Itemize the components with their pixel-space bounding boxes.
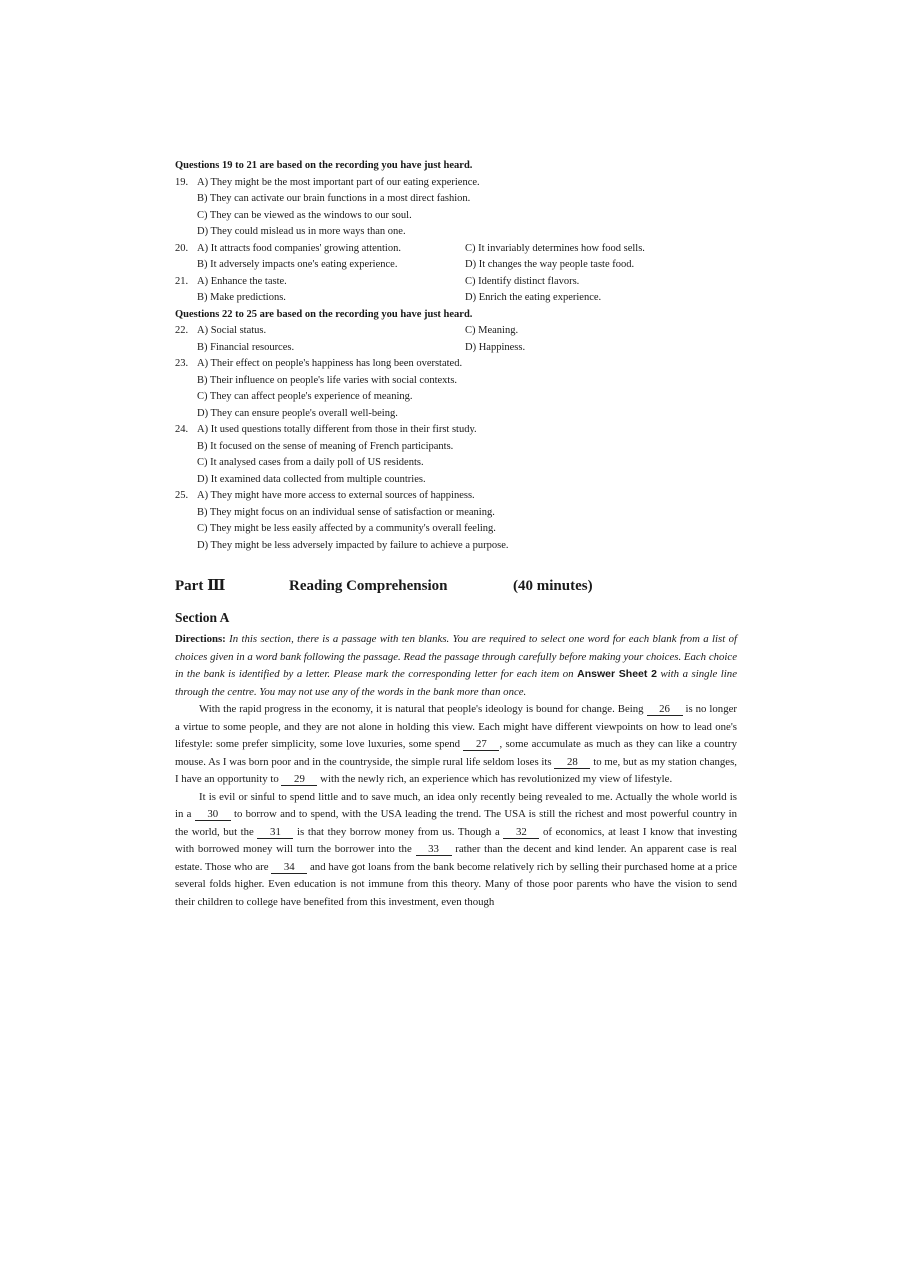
- blank-30: 30: [195, 808, 231, 821]
- passage-paragraph-1: [175, 701, 737, 789]
- question-21: [175, 274, 737, 291]
- option-a: A) Enhance the taste.: [197, 275, 287, 287]
- option-b: B) Financial resources.: [197, 341, 295, 353]
- directions-paragraph: [175, 631, 737, 701]
- option-d: D) It examined data collected from multiple countries.: [197, 473, 426, 485]
- blank-27: 27: [463, 738, 499, 751]
- passage-text: rather than the decent and kind lender. An apparent case is real estate. Those who are: [175, 843, 738, 873]
- passage-text: It is evil or sinful to spend little and to save much, an idea only recently being revealed to me. Actually the whole world is in a: [175, 790, 737, 820]
- exam-page: [175, 158, 737, 911]
- question-number: 25.: [175, 490, 189, 501]
- passage-text: to me, but as my station changes, I have an opportunity to: [175, 755, 737, 785]
- option-c: C) They can affect people's experience of meaning.: [197, 391, 413, 402]
- part-label: Part Ⅲ: [175, 578, 226, 594]
- option-c: C) Meaning.: [465, 325, 519, 336]
- question-number: 24.: [175, 424, 189, 435]
- passage-text: is no longer a virtue to some people, and they are not alone in holding this view. Each might have different viewpoints on how to lead one's lifestyle: some prefer simplicity, some love luxuries, some spend: [175, 703, 737, 750]
- option-c: C) They can be viewed as the windows to our soul.: [197, 209, 412, 221]
- part-title: Reading Comprehension: [289, 578, 448, 594]
- question-21-row2: [175, 290, 737, 307]
- option-a: A) It used questions totally different from those in their first study.: [197, 424, 477, 435]
- option-c: C) It analysed cases from a daily poll of US residents.: [197, 457, 424, 468]
- question-number: 21.: [175, 275, 189, 287]
- passage-text: With the rapid progress in the economy, it is natural that people's ideology is bound for change. Being: [199, 703, 647, 715]
- option-a: A) It attracts food companies' growing attention.: [197, 242, 401, 254]
- question-number: 23.: [175, 358, 189, 369]
- question-number: 19.: [175, 176, 189, 188]
- question-22-row2: [175, 340, 737, 357]
- option-d: D) They might be less adversely impacted by failure to achieve a purpose.: [197, 539, 509, 551]
- option-a: A) Their effect on people's happiness has long been overstated.: [197, 358, 463, 369]
- section-heading: Section A: [175, 610, 230, 625]
- option-c: C) They might be less easily affected by a community's overall feeling.: [197, 523, 496, 534]
- option-b: B) Their influence on people's life varies with social contexts.: [197, 374, 458, 386]
- question-group-heading: Questions 22 to 25 are based on the recording you have just heard.: [175, 308, 473, 320]
- directions-label: Directions:: [175, 633, 226, 645]
- passage-text: with the newly rich, an experience which has revolutionized my view of lifestyle.: [317, 773, 673, 785]
- option-d: D) They could mislead us in more ways than one.: [197, 226, 406, 237]
- passage-text: to borrow and to spend, with the USA leading the trend. The USA is still the richest and most powerful country in the world, but the: [175, 808, 737, 838]
- passage-text: is that they borrow money from us. Though a: [293, 825, 504, 838]
- question-19: [175, 175, 737, 192]
- option-d: D) Enrich the eating experience.: [465, 292, 602, 303]
- option-a: A) They might be the most important part of our eating experience.: [197, 176, 480, 188]
- question-23: [175, 356, 737, 373]
- option-b: B) It adversely impacts one's eating experience.: [197, 259, 398, 270]
- blank-32: 32: [503, 826, 539, 839]
- option-d: D) Happiness.: [465, 341, 526, 353]
- question-20: [175, 241, 737, 258]
- answer-sheet-label: Answer Sheet 2: [577, 668, 657, 680]
- option-c: C) It invariably determines how food sells.: [465, 242, 645, 254]
- passage-text: of economics, at least I know that investing with borrowed money will turn the borrower into the: [175, 825, 737, 855]
- option-a: A) Social status.: [197, 325, 267, 336]
- blank-28: 28: [554, 756, 590, 769]
- directions-text-end: with a single line through the centre. You may not use any of the words in the bank more than once.: [175, 668, 737, 698]
- passage-paragraph-2: [175, 789, 737, 912]
- option-c: C) Identify distinct flavors.: [465, 275, 580, 287]
- part-time: (40 minutes): [513, 578, 593, 594]
- option-a: A) They might have more access to external sources of happiness.: [197, 490, 475, 501]
- blank-34: 34: [271, 861, 307, 874]
- question-group-heading: Questions 19 to 21 are based on the recording you have just heard.: [175, 160, 473, 171]
- part-heading: [175, 576, 737, 596]
- blank-26: 26: [647, 703, 683, 716]
- option-b: B) It focused on the sense of meaning of French participants.: [197, 440, 454, 452]
- directions-text: In this section, there is a passage with ten blanks. You are required to select one word for each blank from a list of choices given in a word bank following the passage. Read the passage through carefully before making your choices. Each choice in the bank is identified by a letter. Please mark the corresponding letter for each item on: [175, 633, 737, 680]
- question-20-row2: [175, 257, 737, 274]
- blank-31: 31: [257, 826, 293, 839]
- question-25: [175, 488, 737, 505]
- option-b: B) They might focus on an individual sense of satisfaction or meaning.: [197, 506, 495, 518]
- blank-33: 33: [416, 843, 452, 856]
- question-24: [175, 422, 737, 439]
- passage-text: and have got loans from the bank become relatively rich by selling their purchased home at a price several folds higher. Even education is not immune from this theory. Many of those poor parents who have the vision to send their children to college have benefited from this investment, even though: [175, 860, 737, 908]
- option-d: D) It changes the way people taste food.: [465, 259, 635, 270]
- option-b: B) Make predictions.: [197, 292, 286, 303]
- question-number: 20.: [175, 242, 189, 254]
- blank-29: 29: [281, 773, 317, 786]
- question-number: 22.: [175, 325, 189, 336]
- option-d: D) They can ensure people's overall well-being.: [197, 407, 398, 419]
- question-22: [175, 323, 737, 340]
- option-b: B) They can activate our brain functions in a most direct fashion.: [197, 193, 471, 204]
- passage-text: , some accumulate as much as they can like a country mouse. As I was born poor and in the countryside, the simple rural life seldom loses its: [175, 738, 737, 768]
